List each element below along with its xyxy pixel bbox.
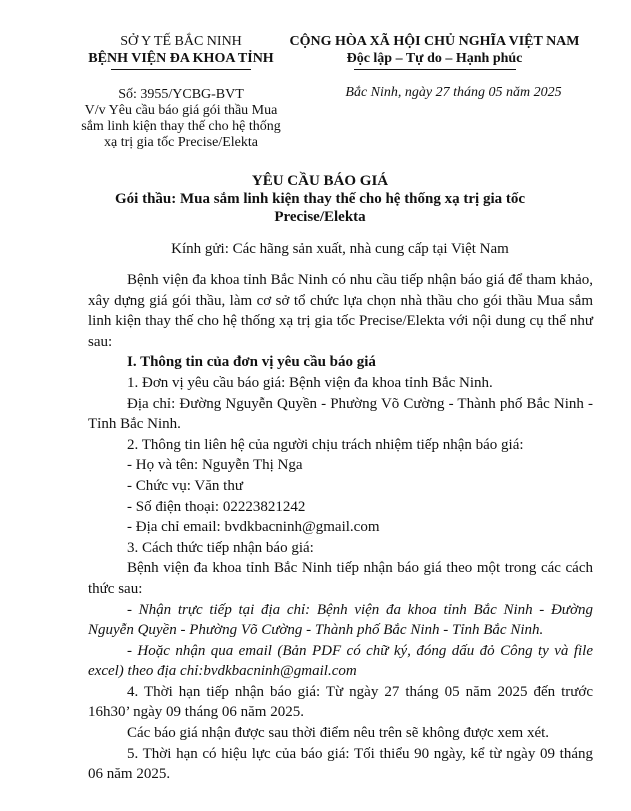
recipient-line: Kính gửi: Các hãng sản xuất, nhà cung cấp tại Việt Nam	[171, 241, 509, 257]
department-name: SỞ Y TẾ BẮC NINH	[120, 34, 242, 49]
receipt-method-desc: Bệnh viện đa khoa tỉnh Bắc Ninh tiếp nhận báo giá theo một trong các cách thức sau:	[88, 560, 593, 597]
header-underline	[111, 69, 251, 70]
contact-position: - Chức vụ: Văn thư	[127, 477, 243, 494]
contact-phone: - Số điện thoại: 02223821242	[127, 498, 306, 515]
subject-line: xạ trị gia tốc Precise/Elekta	[104, 135, 258, 150]
document-title-block	[60, 172, 580, 226]
document-title: YÊU CẦU BÁO GIÁ	[251, 173, 389, 189]
national-motto: Độc lập – Tự do – Hạnh phúc	[346, 51, 523, 66]
requesting-unit: 1. Đơn vị yêu cầu báo giá: Bệnh viện đa khoa tỉnh Bắc Ninh.	[127, 374, 493, 391]
package-title-cont: Precise/Elekta	[274, 209, 366, 225]
late-submission-note: Các báo giá nhận được sau thời điểm nêu trên sẽ không được xem xét.	[127, 725, 550, 742]
document-body	[88, 270, 593, 785]
nation-title: CỘNG HÒA XÃ HỘI CHỦ NGHĨA VIỆT NAM	[289, 34, 580, 49]
issuer-header	[75, 33, 287, 151]
contact-name: - Họ và tên: Nguyễn Thị Nga	[127, 457, 303, 474]
receipt-method-heading: 3. Cách thức tiếp nhận báo giá:	[127, 539, 314, 556]
submission-deadline: 4. Thời hạn tiếp nhận báo giá: Từ ngày 27 tháng 05 năm 2025 đến trước 16h30’ ngày 09 tháng 06 năm 2025.	[88, 683, 593, 721]
subject-line: sắm linh kiện thay thế cho hệ thống	[81, 119, 281, 134]
receipt-method-email: - Hoặc nhận qua email (Bản PDF có chữ ký, đóng dấu đỏ Công ty và file excel) theo địa chỉ:bvdkbacninh@gmail.com	[88, 642, 593, 680]
section-heading: I. Thông tin của đơn vị yêu cầu báo giá	[127, 354, 376, 371]
receipt-method-direct: - Nhận trực tiếp tại địa chỉ: Bệnh viện đa khoa tỉnh Bắc Ninh - Đường Nguyễn Quyền - Phường Võ Cường - Thành phố Bắc Ninh - Tỉnh Bắc Ninh.	[88, 601, 593, 639]
place-date: Bắc Ninh, ngày 27 tháng 05 năm 2025	[345, 85, 562, 100]
hospital-name: BỆNH VIỆN ĐA KHOA TỈNH	[88, 51, 274, 66]
subject-line: V/v Yêu cầu báo giá gói thầu Mua	[84, 103, 278, 118]
contact-email: - Địa chỉ email: bvdkbacninh@gmail.com	[127, 519, 380, 536]
national-header	[282, 33, 587, 101]
package-title: Gói thầu: Mua sắm linh kiện thay thế cho hệ thống xạ trị gia tốc	[114, 191, 526, 207]
document-number: Số: 3955/YCBG-BVT	[118, 87, 244, 102]
unit-address: Địa chỉ: Đường Nguyễn Quyền - Phường Võ Cường - Thành phố Bắc Ninh - Tỉnh Bắc Ninh.	[88, 395, 593, 433]
intro-paragraph: Bệnh viện đa khoa tỉnh Bắc Ninh có nhu cầu tiếp nhận báo giá để tham khảo, xây dựng giá gói thầu, làm cơ sở tổ chức lựa chọn nhà thầu cho gói thầu Mua sắm linh kiện thay thế cho hệ thống xạ trị gia tốc Precise/Elekta với nội dung cụ thể như sau:	[88, 272, 593, 350]
quote-validity: 5. Thời hạn có hiệu lực của báo giá: Tối thiểu 90 ngày, kể từ ngày 09 tháng 06 năm 2025.	[88, 745, 593, 783]
motto-underline	[354, 69, 516, 70]
contact-info-heading: 2. Thông tin liên hệ của người chịu trách nhiệm tiếp nhận báo giá:	[127, 436, 524, 453]
